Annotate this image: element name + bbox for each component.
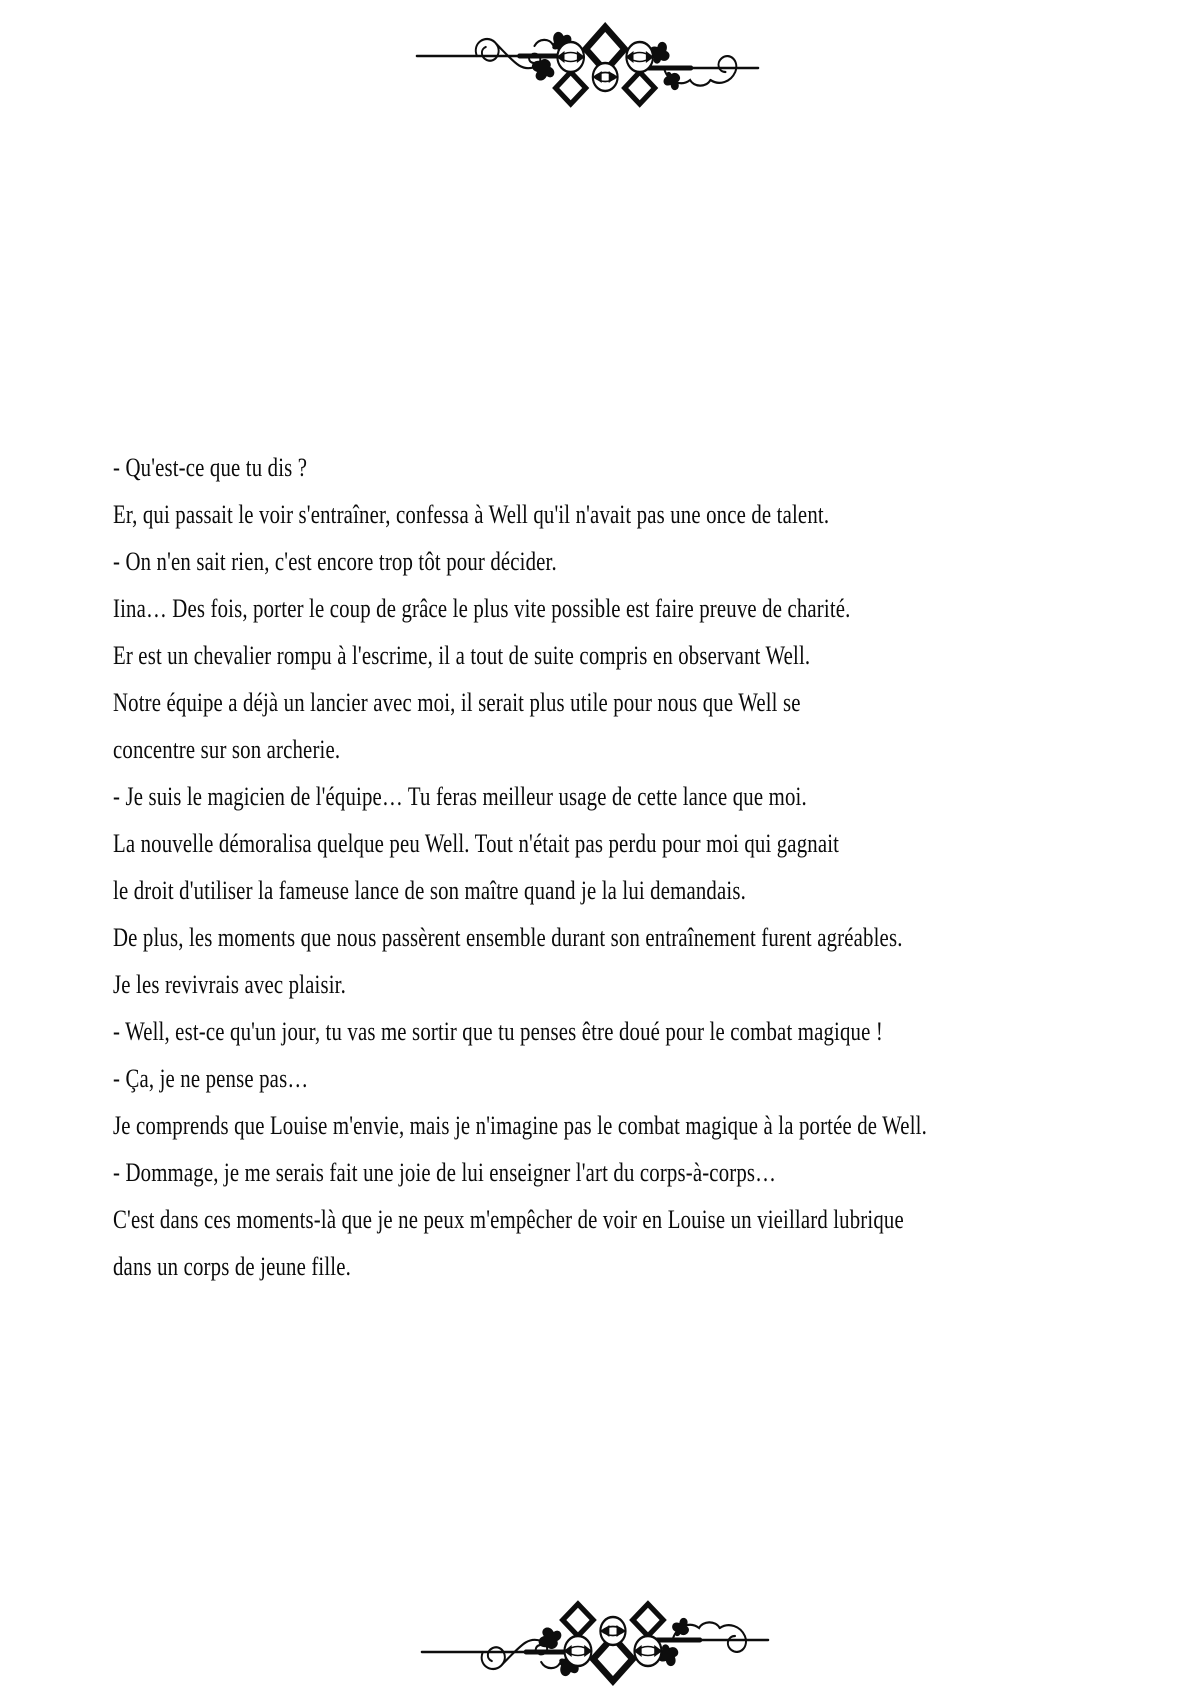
text-line: Er est un chevalier rompu à l'escrime, il a tout de suite compris en observant Well.: [113, 641, 811, 670]
text-line: - Dommage, je me serais fait une joie de lui enseigner l'art du corps-à-corps…: [113, 1158, 777, 1187]
floral-divider-flipped-icon: [420, 1597, 770, 1692]
text-line: - Qu'est-ce que tu dis ?: [113, 453, 308, 482]
body-text-block: [113, 444, 1041, 1290]
text-line: - Well, est-ce qu'un jour, tu vas me sortir que tu penses être doué pour le combat magique !: [113, 1017, 883, 1046]
text-line: concentre sur son archerie.: [113, 735, 341, 764]
text-line: Je les revivrais avec plaisir.: [113, 970, 346, 999]
bottom-divider-ornament-icon: [420, 1597, 770, 1692]
text-line: - On n'en sait rien, c'est encore trop tôt pour décider.: [113, 547, 557, 576]
text-line: La nouvelle démoralisa quelque peu Well. Tout n'était pas perdu pour moi qui gagnait: [113, 829, 840, 858]
text-line: De plus, les moments que nous passèrent ensemble durant son entraînement furent agréables.: [113, 923, 903, 952]
text-line: Notre équipe a déjà un lancier avec moi, il serait plus utile pour nous que Well se: [113, 688, 801, 717]
text-line: Er, qui passait le voir s'entraîner, confessa à Well qu'il n'avait pas une once de talent.: [113, 500, 830, 529]
text-line: le droit d'utiliser la fameuse lance de son maître quand je la lui demandais.: [113, 876, 746, 905]
text-line: C'est dans ces moments-là que je ne peux m'empêcher de voir en Louise un vieillard lubrique: [113, 1205, 904, 1234]
text-line: dans un corps de jeune fille.: [113, 1252, 351, 1281]
text-line: Iina… Des fois, porter le coup de grâce le plus vite possible est faire preuve de charité.: [113, 594, 851, 623]
text-line: Je comprends que Louise m'envie, mais je n'imagine pas le combat magique à la portée de Well.: [113, 1111, 927, 1140]
text-line: - Ça, je ne pense pas…: [113, 1064, 309, 1093]
floral-divider-icon: [415, 16, 760, 111]
top-divider-ornament-icon: [415, 16, 760, 111]
text-line: - Je suis le magicien de l'équipe… Tu feras meilleur usage de cette lance que moi.: [113, 782, 807, 811]
